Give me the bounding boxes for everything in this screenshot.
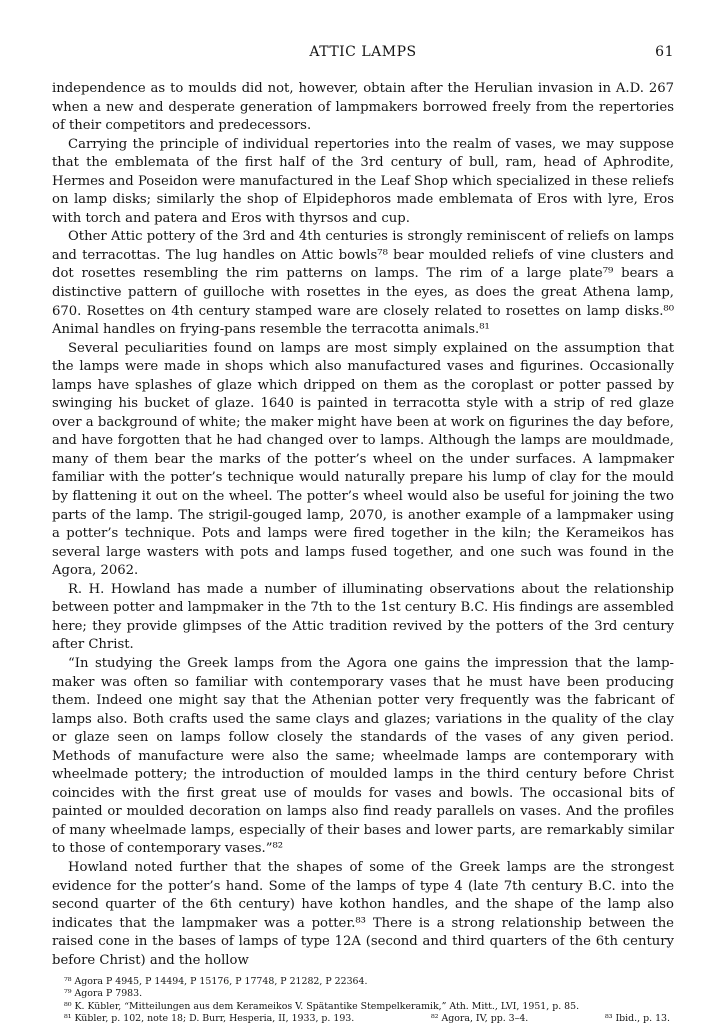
body-text [52, 80, 674, 970]
page [52, 44, 674, 1025]
paragraph-7: Howland noted further that the shapes of some of the Greek lamps are the strongest evidence for the potter’s hand. Some of the lamps of type 4 (late 7th century B.C. into the second quarter of the 6th century) have kothon handles, and the shape of the lamp also indicates that the lampmaker was a potter.⁸³ There is a strong relationship between the raised cone in the bases of lamps of type 12A (second and third quarters of the 6th century before Christ) and the hollow [52, 859, 674, 968]
paragraph-2: Carrying the principle of individual repertories into the realm of vases, we may suppose that the emblemata of the first half of the 3rd century of bull, ram, head of Aphrodite, Hermes and Poseidon were manufactured in the Leaf Shop which specialized in these reliefs on lamp disks; similarly the shop of Elpidephoros made emblemata of Eros with lyre, Eros with torch and patera and Eros with thyrsos and cup. [52, 136, 674, 226]
paragraph-5: R. H. Howland has made a number of illuminating observations about the relationship between potter and lampmaker in the 7th to the 1st century B.C. His findings are assembled here; they provide glimpses of the Attic tradition revived by the potters of the 3rd century after Christ. [52, 581, 674, 653]
running-header [52, 44, 674, 66]
footnote-83: ⁸³ Ibid., p. 13. [604, 1012, 670, 1024]
paragraph-1: independence as to moulds did not, however, obtain after the Herulian invasion in A.D. 267 when a new and desperate generation of lampmakers borrowed freely from the repertories of their competitors and predecessors. [52, 81, 674, 134]
running-title: ATTIC LAMPS [309, 44, 417, 60]
paragraph-4: Several peculiarities found on lamps are most simply explained on the assumption that the lamps were made in shops which also manufactured vases and figurines. Occasionally lamps have splashes of glaze which dripped on them as the coroplast or potter passed by swinging his bucket of glaze. 1640 is painted in terracotta style with a strip of red glaze over a background of white; the maker might have been at work on figurines the day before, and have forgotten that he had changed over to lamps. Although the lamps are mouldmade, many of them bear the marks of the potter’s wheel on the under surfaces. A lampmaker familiar with the potter’s technique would naturally prepare his lump of clay for the mould by flattening it out on the wheel. The potter’s wheel would also be useful for joining the two parts of the lamp. The strigil-gouged lamp, 2070, is another example of a lampmaker using a potter’s technique. Pots and lamps were fired together in the kiln; the Kerameikos has several large wasters with pots and lamps fused together, and one such was found in the Agora, 2062. [52, 340, 674, 579]
footnote-80: ⁸⁰ K. Kübler, “Mitteilungen aus dem Kerameikos V. Spätantike Stempelkeramik,” Ath. Mitt., LVI, 1951, p. 85. [64, 1000, 580, 1012]
footnote-82: ⁸² Agora, IV, pp. 3–4. [430, 1012, 529, 1024]
page-number: 61 [655, 44, 674, 60]
paragraph-3: Other Attic pottery of the 3rd and 4th centuries is strongly reminiscent of reliefs on lamps and terracottas. The lug handles on Attic bowls⁷⁸ bear moulded reliefs of vine clusters and dot rosettes resembling the rim patterns on lamps. The rim of a large plate⁷⁹ bears a distinctive pattern of guilloche with rosettes in the eyes, as does the great Athena lamp, 670. Rosettes on 4th century stamped ware are closely related to rosettes on lamp disks.⁸⁰ Animal handles on frying-pans resemble the terracotta animals.⁸¹ [52, 229, 674, 338]
footnote-81: ⁸¹ Kübler, p. 102, note 18; D. Burr, Hesperia, II, 1933, p. 193. [64, 1012, 355, 1024]
footnote-78: ⁷⁸ Agora P 4945, P 14494, P 15176, P 17748, P 21282, P 22364. [64, 976, 368, 988]
footnote-79: ⁷⁹ Agora P 7983. [64, 988, 143, 1000]
footnotes [52, 976, 674, 1025]
paragraph-6-quotation: “In studying the Greek lamps from the Agora one gains the impression that the lamp-maker was often so familiar with contemporary vases that he must have been producing them. Indeed one might say that the Athenian potter very frequently was the fabricant of lamps also. Both crafts used the same clays and glazes; variations in the quality of the clay or glaze seen on lamps follow closely the standards of the vases of any given period. Methods of manufacture were also the same; wheelmade lamps are contemporary with wheelmade pottery; the introduction of moulded lamps in the third century before Christ coincides with the first great use of moulds for vases and bowls. The occasional bits of painted or moulded decoration on lamps also find ready parallels on vases. And the profiles of many wheelmade lamps, especially of their bases and lower parts, are remarkably similar to those of contemporary vases.”⁸² [52, 655, 674, 857]
footnote-line-81-83 [52, 1013, 674, 1025]
